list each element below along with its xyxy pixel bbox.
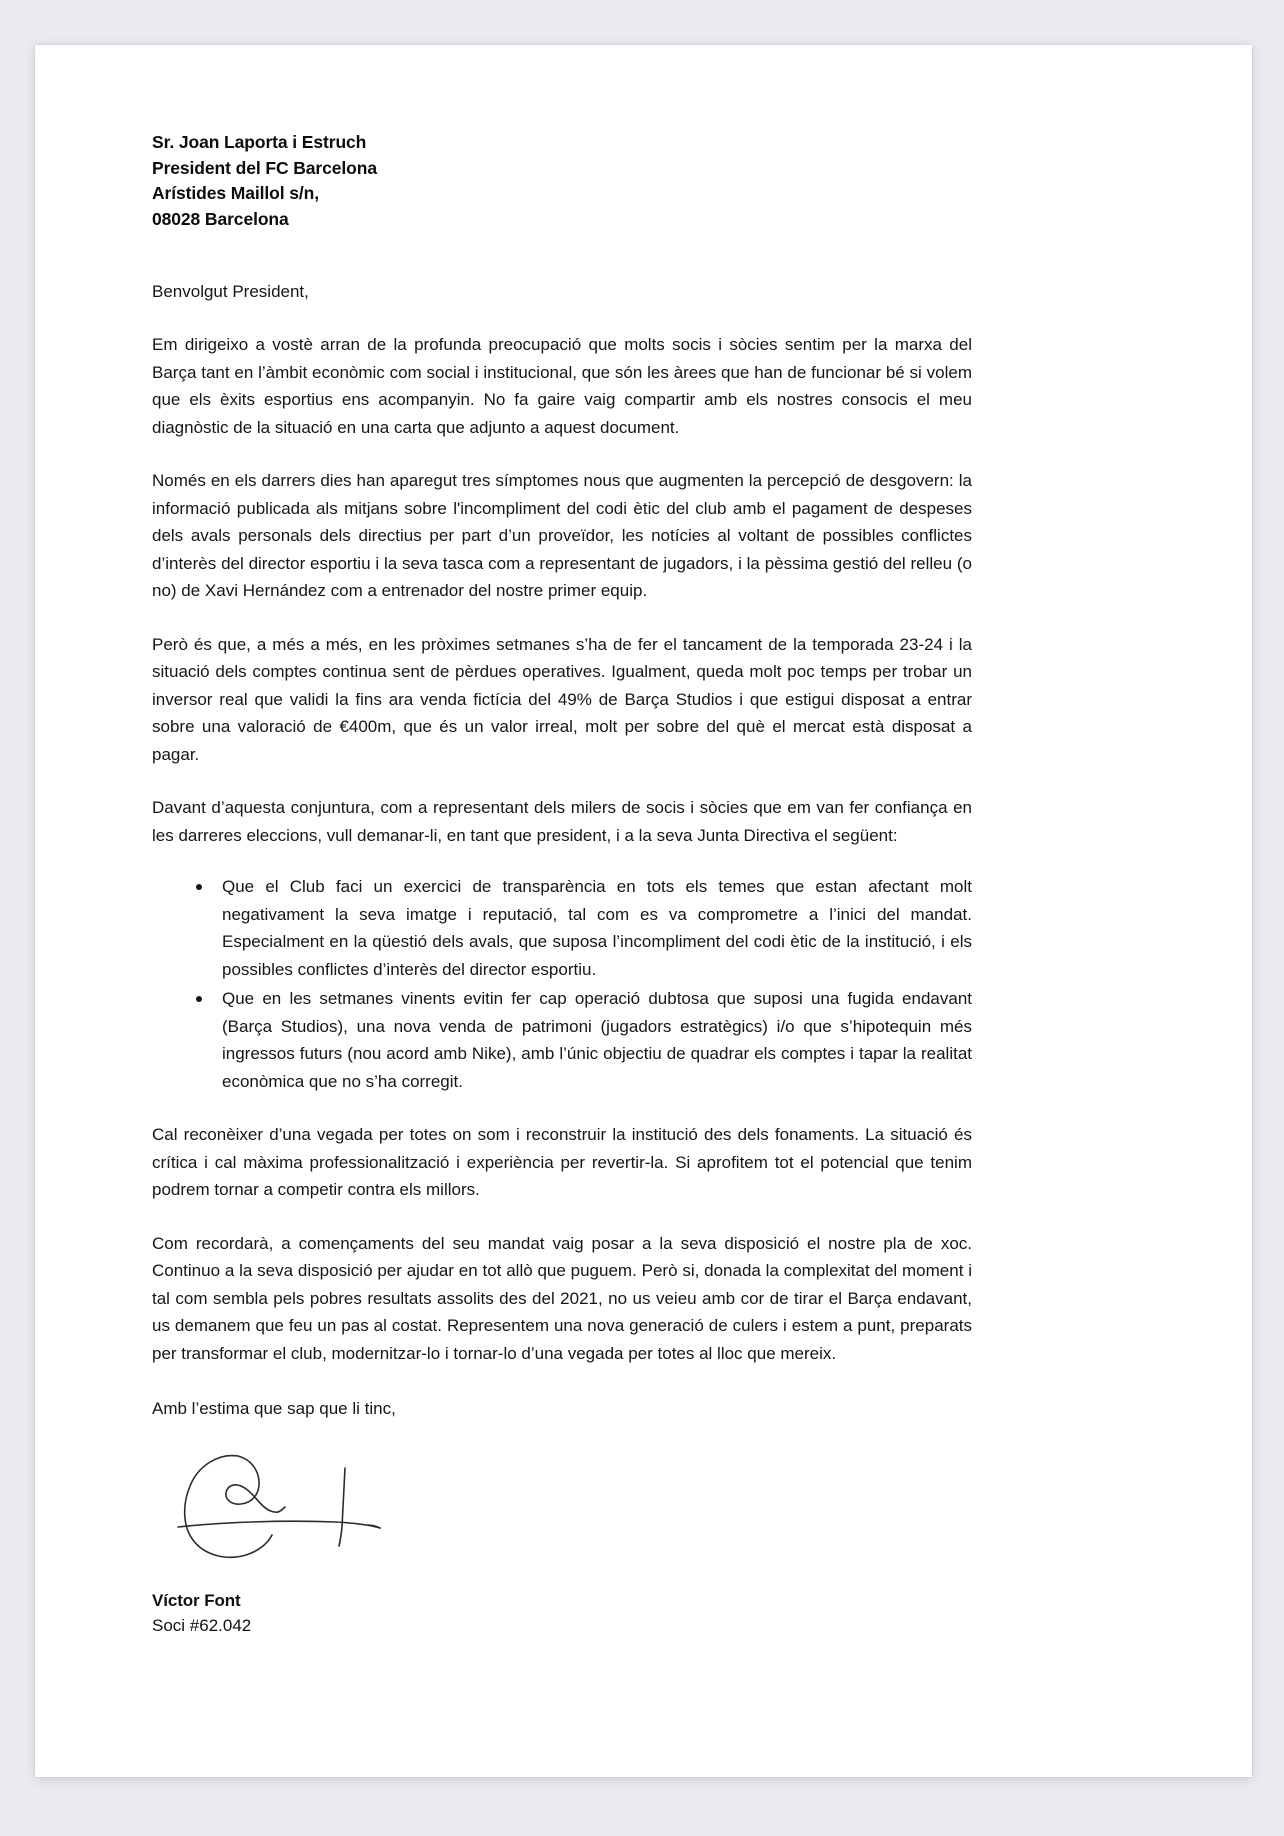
letter-content <box>152 130 972 1638</box>
signer-name: Víctor Font <box>152 1591 241 1610</box>
signer-block <box>152 1588 972 1638</box>
list-item <box>222 873 972 983</box>
recipient-address-block <box>152 130 972 232</box>
recipient-name: Sr. Joan Laporta i Estruch <box>152 132 367 152</box>
handwritten-signature-icon <box>164 1439 424 1574</box>
body-paragraph-2: Només en els darrers dies han aparegut tres símptomes nous que augmenten la percepció de desgovern: la informació publicada als mitjans sobre l'incompliment del codi ètic del club amb el pagament de despeses dels avals personals dels directius per part d’un proveïdor, les notícies al voltant de possibles conflictes d’interès del director esportiu i la seva tasca com a representant de jugadors, i la pèssima gestió del relleu (o no) de Xavi Hernández com a entrenador del nostre primer equip. <box>152 471 972 600</box>
signer-member-id: Soci #62.042 <box>152 1616 252 1635</box>
body-paragraph-3: Però és que, a més a més, en les pròximes setmanes s’ha de fer el tancament de la temporada 23-24 i la situació dels comptes continua sent de pèrdues operatives. Igualment, queda molt poc temps per trobar un inversor real que validi la fins ara venda fictícia del 49% de Barça Studios i que estigui disposat a entrar sobre una valoració de €400m, que és un valor irreal, molt per sobre del què el mercat està disposat a pagar. <box>152 634 972 764</box>
list-item-text: Que en les setmanes vinents evitin fer cap operació dubtosa que suposi una fugida endavant (Barça Studios), una nova venda de patrimoni (jugadors estratègics) i/o que s’hipotequin més ingressos futurs (nou acord amb Nike), amb l’únic objectiu de quadrar els comptes i tapar la realitat econòmica que no s’ha corregit. <box>222 989 972 1091</box>
bullet-dot-icon <box>196 884 202 890</box>
closing-line: Amb l’estima que sap que li tinc, <box>152 1399 396 1418</box>
salutation: Benvolgut President, <box>152 282 309 301</box>
body-paragraph-1: Em dirigeixo a vostè arran de la profunda preocupació que molts socis i sòcies sentim per la marxa del Barça tant en l’àmbit econòmic com social i institucional, que són les àrees que han de funcionar bé si volem que els èxits esportius ens acompanyin. No fa gaire vaig compartir amb els nostres consocis el meu diagnòstic de la situació en una carta que adjunto a aquest document. <box>152 335 972 437</box>
bullet-dot-icon <box>196 996 202 1002</box>
recipient-city: 08028 Barcelona <box>152 208 289 229</box>
list-item-text: Que el Club faci un exercici de transparència en tots els temes que estan afectant molt negativament la seva imatge i reputació, tal com es va comprometre a l’inici del mandat. Especialment en la qüestió dels avals, que suposa l’incompliment del codi ètic de la institució, i els possibles conflictes d’interès del director esportiu. <box>222 877 972 979</box>
body-paragraph-4: Davant d’aquesta conjuntura, com a representant dels milers de socis i sòcies que em van fer confiança en les darreres eleccions, vull demanar-li, en tant que president, i a la seva Junta Directiva el següent: <box>152 798 972 845</box>
demands-list <box>152 873 972 1095</box>
list-item <box>222 985 972 1095</box>
letter-page <box>35 45 1252 1777</box>
recipient-street: Arístides Maillol s/n, <box>152 183 320 203</box>
recipient-title: President del FC Barcelona <box>152 157 377 178</box>
body-paragraph-5: Cal reconèixer d’una vegada per totes on som i reconstruir la institució des dels fonaments. La situació és crítica i cal màxima professionalització i experiència per revertir-la. Si aprofitem tot el potencial que tenim podrem tornar a competir contra els millors. <box>152 1125 972 1199</box>
body-paragraph-6: Com recordarà, a començaments del seu mandat vaig posar a la seva disposició el nostre pla de xoc. Continuo a la seva disposició per ajudar en tot allò que puguem. Però si, donada la complexitat del moment i tal com sembla pels pobres resultats assolits des del 2021, no us veieu amb cor de tirar el Barça endavant, us demanem que feu un pas al costat. Representem una nova generació de culers i estem a punt, preparats per transformar el club, modernitzar-lo i tornar-lo d’una vegada per totes al lloc que mereix. <box>152 1233 972 1363</box>
